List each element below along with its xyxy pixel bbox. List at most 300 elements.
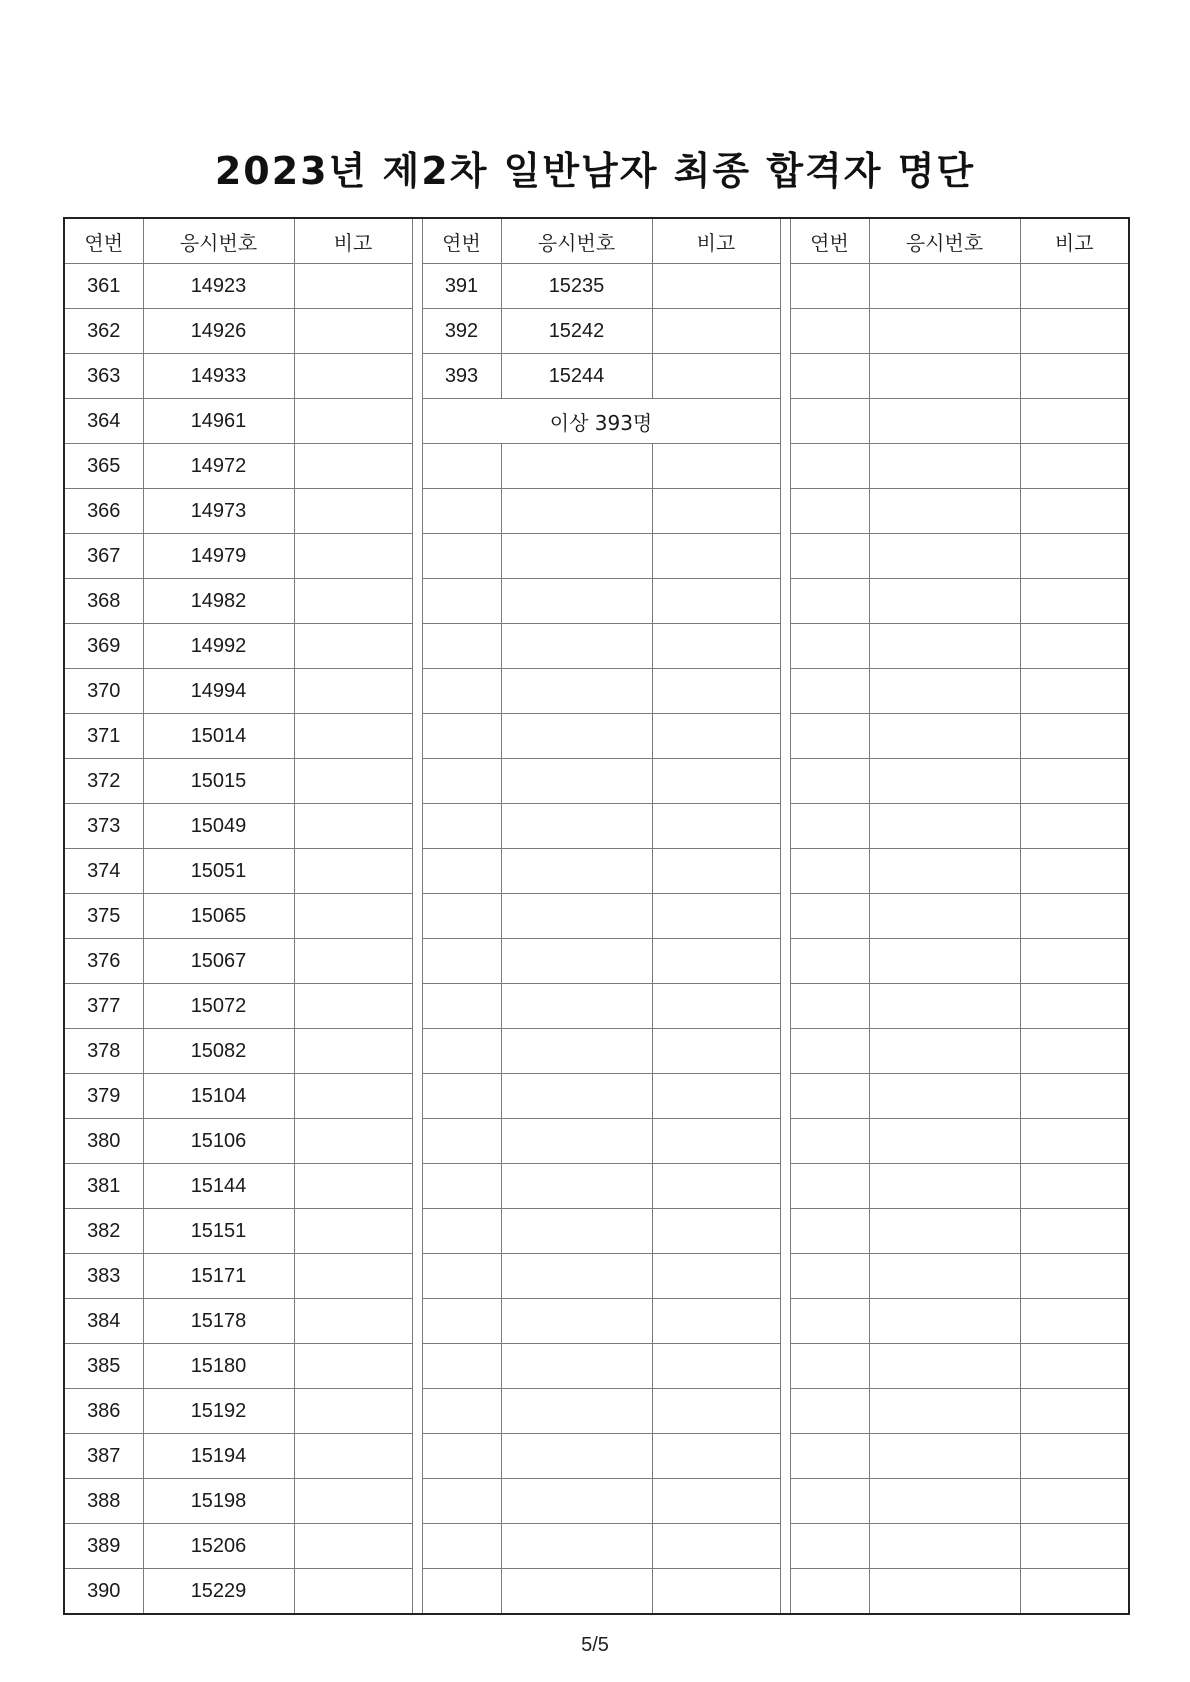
exam-number-cell: 15192 (143, 1389, 294, 1434)
table-row (64, 714, 1129, 759)
remarks-cell (652, 849, 780, 894)
exam-number-cell: 15072 (143, 984, 294, 1029)
column-gap (412, 264, 422, 309)
exam-number-cell: 15198 (143, 1479, 294, 1524)
serial-cell: 361 (64, 264, 143, 309)
roster-table (63, 217, 1130, 1615)
header-exam-number: 응시번호 (143, 218, 294, 264)
column-gap (412, 489, 422, 534)
remarks-cell (652, 894, 780, 939)
serial-cell (422, 489, 501, 534)
remarks-cell (294, 1209, 412, 1254)
serial-cell (790, 1254, 869, 1299)
exam-number-cell (501, 894, 652, 939)
remarks-cell (652, 1479, 780, 1524)
exam-number-cell: 14961 (143, 399, 294, 444)
remarks-cell (652, 1074, 780, 1119)
remarks-cell (1020, 1074, 1129, 1119)
column-gap (780, 1344, 790, 1389)
serial-cell (422, 849, 501, 894)
remarks-cell (1020, 894, 1129, 939)
serial-cell: 377 (64, 984, 143, 1029)
remarks-cell (652, 939, 780, 984)
exam-number-cell (869, 759, 1020, 804)
column-gap (412, 714, 422, 759)
serial-cell: 386 (64, 1389, 143, 1434)
serial-cell: 376 (64, 939, 143, 984)
remarks-cell (294, 579, 412, 624)
column-gap (412, 1479, 422, 1524)
remarks-cell (652, 309, 780, 354)
remarks-cell (652, 489, 780, 534)
exam-number-cell (869, 309, 1020, 354)
serial-cell: 387 (64, 1434, 143, 1479)
serial-cell (790, 534, 869, 579)
exam-number-cell (501, 1119, 652, 1164)
remarks-cell (294, 849, 412, 894)
column-gap (412, 579, 422, 624)
page-number: 5/5 (581, 1634, 609, 1656)
table-row (64, 1029, 1129, 1074)
serial-cell (790, 1479, 869, 1524)
column-gap (412, 309, 422, 354)
header-serial: 연번 (64, 218, 143, 264)
column-gap (412, 1299, 422, 1344)
column-gap (412, 354, 422, 399)
serial-cell (422, 1524, 501, 1569)
table-row (64, 1389, 1129, 1434)
remarks-cell (294, 489, 412, 534)
table-row (64, 444, 1129, 489)
serial-cell: 393 (422, 354, 501, 399)
exam-number-cell: 15104 (143, 1074, 294, 1119)
header-serial: 연번 (422, 218, 501, 264)
serial-cell (790, 1164, 869, 1209)
serial-cell (790, 894, 869, 939)
remarks-cell (294, 1254, 412, 1299)
column-gap (412, 1209, 422, 1254)
serial-cell: 366 (64, 489, 143, 534)
exam-number-cell (501, 489, 652, 534)
exam-number-cell (869, 354, 1020, 399)
exam-number-cell (501, 534, 652, 579)
serial-cell: 372 (64, 759, 143, 804)
serial-cell (790, 579, 869, 624)
table-row (64, 1209, 1129, 1254)
serial-cell (790, 759, 869, 804)
table-row (64, 1344, 1129, 1389)
remarks-cell (294, 939, 412, 984)
remarks-cell (294, 1569, 412, 1615)
serial-cell: 370 (64, 669, 143, 714)
column-gap (780, 984, 790, 1029)
column-gap (780, 218, 790, 264)
exam-number-cell (869, 984, 1020, 1029)
column-gap (780, 1299, 790, 1344)
column-gap (412, 1119, 422, 1164)
exam-number-cell: 15151 (143, 1209, 294, 1254)
serial-cell: 381 (64, 1164, 143, 1209)
table-row (64, 804, 1129, 849)
exam-number-cell (869, 894, 1020, 939)
serial-cell: 391 (422, 264, 501, 309)
column-gap (412, 804, 422, 849)
exam-number-cell (501, 939, 652, 984)
remarks-cell (1020, 489, 1129, 534)
serial-cell: 378 (64, 1029, 143, 1074)
column-gap (412, 759, 422, 804)
serial-cell (422, 1254, 501, 1299)
exam-number-cell (869, 1434, 1020, 1479)
remarks-cell (1020, 579, 1129, 624)
remarks-cell (652, 354, 780, 399)
exam-number-cell (869, 1074, 1020, 1119)
remarks-cell (652, 579, 780, 624)
header-row (64, 218, 1129, 264)
column-gap (780, 714, 790, 759)
column-gap (780, 444, 790, 489)
serial-cell: 367 (64, 534, 143, 579)
remarks-cell (652, 1254, 780, 1299)
serial-cell (422, 939, 501, 984)
remarks-cell (294, 759, 412, 804)
remarks-cell (652, 1344, 780, 1389)
exam-number-cell (869, 444, 1020, 489)
remarks-cell (652, 624, 780, 669)
exam-number-cell (869, 1479, 1020, 1524)
exam-number-cell: 15171 (143, 1254, 294, 1299)
serial-cell (790, 1119, 869, 1164)
remarks-cell (1020, 264, 1129, 309)
serial-cell (790, 849, 869, 894)
column-gap (780, 489, 790, 534)
remarks-cell (1020, 1299, 1129, 1344)
remarks-cell (1020, 804, 1129, 849)
table-row (64, 849, 1129, 894)
table-row (64, 669, 1129, 714)
remarks-cell (652, 1434, 780, 1479)
serial-cell (790, 714, 869, 759)
exam-number-cell (869, 1389, 1020, 1434)
serial-cell: 385 (64, 1344, 143, 1389)
header-remarks: 비고 (652, 218, 780, 264)
remarks-cell (294, 1299, 412, 1344)
column-gap (780, 759, 790, 804)
exam-number-cell (501, 1389, 652, 1434)
exam-number-cell (501, 1074, 652, 1119)
exam-number-cell: 15082 (143, 1029, 294, 1074)
exam-number-cell: 14992 (143, 624, 294, 669)
column-gap (780, 624, 790, 669)
remarks-cell (1020, 714, 1129, 759)
exam-number-cell (869, 1569, 1020, 1615)
exam-number-cell (501, 1344, 652, 1389)
remarks-cell (652, 984, 780, 1029)
exam-number-cell: 15049 (143, 804, 294, 849)
column-gap (412, 1074, 422, 1119)
remarks-cell (1020, 1569, 1129, 1615)
column-gap (780, 804, 790, 849)
table-row (64, 1119, 1129, 1164)
exam-number-cell: 14926 (143, 309, 294, 354)
remarks-cell (1020, 399, 1129, 444)
remarks-cell (652, 444, 780, 489)
serial-cell: 368 (64, 579, 143, 624)
column-gap (412, 1389, 422, 1434)
page-title: 2023년 제2차 일반남자 최종 합격자 명단 (214, 149, 976, 193)
exam-number-cell: 15180 (143, 1344, 294, 1389)
serial-cell (422, 804, 501, 849)
remarks-cell (652, 264, 780, 309)
column-gap (780, 1434, 790, 1479)
exam-number-cell (869, 399, 1020, 444)
remarks-cell (652, 534, 780, 579)
exam-number-cell (869, 624, 1020, 669)
serial-cell (422, 1389, 501, 1434)
column-gap (780, 354, 790, 399)
remarks-cell (1020, 1389, 1129, 1434)
serial-cell (422, 1209, 501, 1254)
exam-number-cell (501, 1569, 652, 1615)
remarks-cell (1020, 444, 1129, 489)
column-gap (780, 1569, 790, 1615)
serial-cell (790, 1344, 869, 1389)
remarks-cell (294, 264, 412, 309)
column-gap (780, 1164, 790, 1209)
remarks-cell (294, 1434, 412, 1479)
exam-number-cell (501, 1524, 652, 1569)
serial-cell (790, 1389, 869, 1434)
exam-number-cell: 15106 (143, 1119, 294, 1164)
serial-cell: 388 (64, 1479, 143, 1524)
column-gap (780, 1254, 790, 1299)
remarks-cell (1020, 1344, 1129, 1389)
serial-cell: 392 (422, 309, 501, 354)
remarks-cell (1020, 939, 1129, 984)
roster-body (64, 218, 1129, 1614)
header-remarks: 비고 (294, 218, 412, 264)
exam-number-cell (501, 624, 652, 669)
column-gap (780, 579, 790, 624)
serial-cell (790, 354, 869, 399)
header-remarks: 비고 (1020, 218, 1129, 264)
remarks-cell (652, 669, 780, 714)
exam-number-cell (501, 759, 652, 804)
serial-cell (790, 1209, 869, 1254)
serial-cell: 369 (64, 624, 143, 669)
serial-cell (422, 984, 501, 1029)
table-row (64, 894, 1129, 939)
remarks-cell (294, 894, 412, 939)
column-gap (412, 1569, 422, 1615)
column-gap (412, 1344, 422, 1389)
serial-cell (790, 1569, 869, 1615)
exam-number-cell: 15242 (501, 309, 652, 354)
serial-cell (790, 804, 869, 849)
remarks-cell (1020, 624, 1129, 669)
serial-cell (422, 1344, 501, 1389)
column-gap (412, 1524, 422, 1569)
exam-number-cell (501, 1479, 652, 1524)
exam-number-cell (869, 1119, 1020, 1164)
exam-number-cell: 14923 (143, 264, 294, 309)
remarks-cell (294, 1119, 412, 1164)
remarks-cell (294, 984, 412, 1029)
remarks-cell (652, 1119, 780, 1164)
exam-number-cell (501, 1029, 652, 1074)
exam-number-cell: 14982 (143, 579, 294, 624)
remarks-cell (652, 1164, 780, 1209)
exam-number-cell: 15065 (143, 894, 294, 939)
column-gap (412, 444, 422, 489)
remarks-cell (294, 1389, 412, 1434)
serial-cell (790, 399, 869, 444)
exam-number-cell (501, 714, 652, 759)
exam-number-cell (501, 444, 652, 489)
exam-number-cell: 15051 (143, 849, 294, 894)
table-row (64, 1569, 1129, 1615)
exam-number-cell: 15144 (143, 1164, 294, 1209)
serial-cell (422, 579, 501, 624)
remarks-cell (1020, 1209, 1129, 1254)
serial-cell (790, 1029, 869, 1074)
exam-number-cell: 15014 (143, 714, 294, 759)
exam-number-cell (869, 1209, 1020, 1254)
table-row (64, 1254, 1129, 1299)
remarks-cell (1020, 309, 1129, 354)
remarks-cell (652, 714, 780, 759)
column-gap (412, 849, 422, 894)
exam-number-cell (869, 1344, 1020, 1389)
serial-cell: 375 (64, 894, 143, 939)
serial-cell (422, 759, 501, 804)
remarks-cell (294, 1074, 412, 1119)
table-row (64, 354, 1129, 399)
exam-number-cell (869, 1164, 1020, 1209)
exam-number-cell (501, 849, 652, 894)
serial-cell: 389 (64, 1524, 143, 1569)
column-gap (412, 534, 422, 579)
serial-cell (422, 1029, 501, 1074)
remarks-cell (652, 1389, 780, 1434)
serial-cell (790, 264, 869, 309)
column-gap (780, 939, 790, 984)
serial-cell: 384 (64, 1299, 143, 1344)
remarks-cell (1020, 1029, 1129, 1074)
exam-number-cell: 15194 (143, 1434, 294, 1479)
serial-cell (790, 1299, 869, 1344)
header-exam-number: 응시번호 (869, 218, 1020, 264)
exam-number-cell (869, 264, 1020, 309)
table-row (64, 939, 1129, 984)
exam-number-cell (869, 489, 1020, 534)
serial-cell: 379 (64, 1074, 143, 1119)
remarks-cell (1020, 759, 1129, 804)
remarks-cell (1020, 669, 1129, 714)
serial-cell (422, 1164, 501, 1209)
exam-number-cell (501, 669, 652, 714)
remarks-cell (652, 804, 780, 849)
column-gap (412, 1434, 422, 1479)
remarks-cell (652, 1524, 780, 1569)
serial-cell (790, 309, 869, 354)
table-row (64, 1074, 1129, 1119)
table-row (64, 759, 1129, 804)
table-row (64, 1479, 1129, 1524)
remarks-cell (1020, 1164, 1129, 1209)
table-row (64, 1299, 1129, 1344)
serial-cell (790, 1524, 869, 1569)
remarks-cell (294, 1479, 412, 1524)
column-gap (780, 849, 790, 894)
column-gap (412, 894, 422, 939)
column-gap (780, 894, 790, 939)
exam-number-cell (501, 1299, 652, 1344)
exam-number-cell: 15235 (501, 264, 652, 309)
remarks-cell (652, 1569, 780, 1615)
table-row (64, 264, 1129, 309)
exam-number-cell (869, 579, 1020, 624)
serial-cell (422, 1074, 501, 1119)
table-row (64, 1434, 1129, 1479)
remarks-cell (1020, 1434, 1129, 1479)
table-row (64, 624, 1129, 669)
column-gap (780, 1209, 790, 1254)
serial-cell (790, 669, 869, 714)
exam-number-cell (869, 804, 1020, 849)
serial-cell (422, 1119, 501, 1164)
serial-cell: 382 (64, 1209, 143, 1254)
serial-cell (422, 894, 501, 939)
remarks-cell (294, 309, 412, 354)
remarks-cell (294, 804, 412, 849)
serial-cell: 362 (64, 309, 143, 354)
exam-number-cell: 15206 (143, 1524, 294, 1569)
remarks-cell (294, 714, 412, 759)
remarks-cell (294, 669, 412, 714)
column-gap (412, 218, 422, 264)
serial-cell (422, 1479, 501, 1524)
serial-cell (422, 1434, 501, 1479)
column-gap (780, 399, 790, 444)
remarks-cell (294, 399, 412, 444)
serial-cell (422, 444, 501, 489)
remarks-cell (1020, 1254, 1129, 1299)
column-gap (780, 534, 790, 579)
exam-number-cell (869, 1029, 1020, 1074)
serial-cell (790, 1434, 869, 1479)
exam-number-cell (501, 1209, 652, 1254)
exam-number-cell (869, 939, 1020, 984)
exam-number-cell: 15015 (143, 759, 294, 804)
remarks-cell (1020, 984, 1129, 1029)
exam-number-cell (869, 534, 1020, 579)
remarks-cell (1020, 534, 1129, 579)
exam-number-cell: 14979 (143, 534, 294, 579)
serial-cell (422, 534, 501, 579)
exam-number-cell (501, 804, 652, 849)
remarks-cell (652, 1299, 780, 1344)
remarks-cell (294, 624, 412, 669)
column-gap (412, 669, 422, 714)
serial-cell: 383 (64, 1254, 143, 1299)
column-gap (780, 264, 790, 309)
table-row (64, 309, 1129, 354)
serial-cell: 380 (64, 1119, 143, 1164)
exam-number-cell (501, 1434, 652, 1479)
exam-number-cell: 15178 (143, 1299, 294, 1344)
column-gap (412, 624, 422, 669)
